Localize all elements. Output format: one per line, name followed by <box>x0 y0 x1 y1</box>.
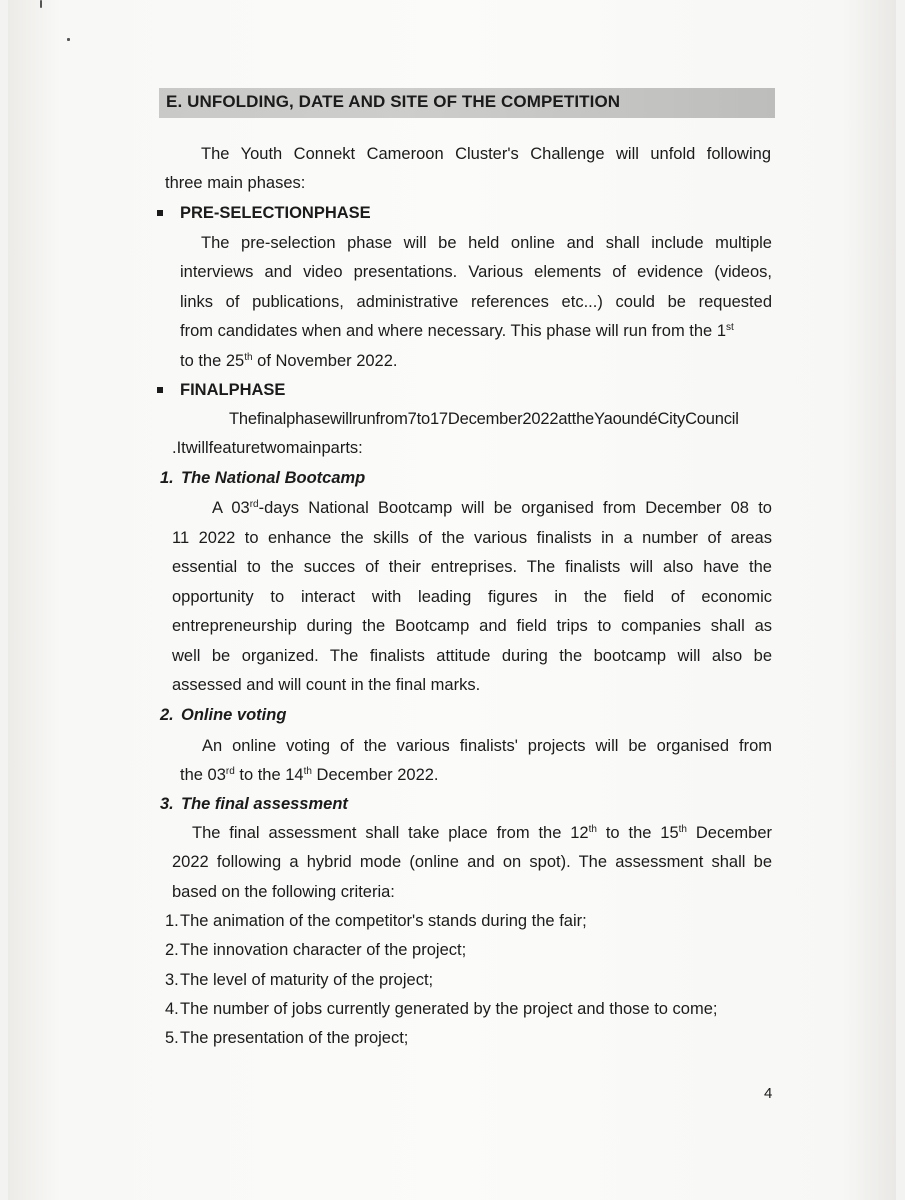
page-number: 4 <box>764 1085 773 1102</box>
criterion-text: The animation of the competitor's stands during the fair; <box>180 912 587 930</box>
preselection-title: PRE-SELECTIONPHASE <box>180 204 371 222</box>
criterion-number: 1. <box>165 912 179 930</box>
finalphase-line: Thefinalphasewillrunfrom7to17December2022attheYaoundéCityCouncil <box>229 410 739 428</box>
scan-speck <box>40 0 42 8</box>
item-number: 3. <box>160 795 174 813</box>
preselection-line: interviews and video presentations. Various elements of evidence (videos, <box>180 263 772 281</box>
item-number: 2. <box>160 706 174 724</box>
bootcamp-line: essential to the succes of their entreprises. The finalists will also have the <box>172 558 772 576</box>
section-heading: E. UNFOLDING, DATE AND SITE OF THE COMPETITION <box>166 92 621 111</box>
assessment-line: The final assessment shall take place from the 12th to the 15th December <box>192 824 772 842</box>
criterion-number: 3. <box>165 971 179 989</box>
bootcamp-line: A 03rd-days National Bootcamp will be organised from December 08 to <box>212 499 772 517</box>
criterion-text: The presentation of the project; <box>180 1029 409 1047</box>
assessment-line: 2022 following a hybrid mode (online and on spot). The assessment shall be <box>172 853 772 871</box>
criterion-text: The number of jobs currently generated by the project and those to come; <box>180 1000 718 1018</box>
preselection-line: links of publications, administrative references etc...) could be requested <box>180 293 772 311</box>
finalphase-line: .Itwillfeaturetwomainparts: <box>172 439 363 457</box>
voting-line: An online voting of the various finalists' projects will be organised from <box>202 737 772 755</box>
criterion-text: The level of maturity of the project; <box>180 971 434 989</box>
voting-line: the 03rd to the 14th December 2022. <box>180 766 439 784</box>
criterion-text: The innovation character of the project; <box>180 941 467 959</box>
scan-speck <box>67 38 70 41</box>
bootcamp-line: assessed and will count in the final marks. <box>172 676 481 694</box>
bootcamp-line: entrepreneurship during the Bootcamp and field trips to companies shall as <box>172 617 772 635</box>
preselection-line: to the 25th of November 2022. <box>180 352 398 370</box>
intro-line: three main phases: <box>165 174 306 192</box>
bootcamp-title: The National Bootcamp <box>181 469 366 487</box>
intro-line: The Youth Connekt Cameroon Cluster's Challenge will unfold following <box>201 145 771 163</box>
bootcamp-line: well be organized. The finalists attitude during the bootcamp will also be <box>172 647 772 665</box>
square-bullet-icon <box>157 210 163 216</box>
square-bullet-icon <box>157 387 163 393</box>
bootcamp-line: opportunity to interact with leading figures in the field of economic <box>172 588 772 606</box>
finalphase-title: FINALPHASE <box>180 381 286 399</box>
voting-title: Online voting <box>181 706 287 724</box>
criterion-number: 4. <box>165 1000 179 1018</box>
criterion-number: 2. <box>165 941 179 959</box>
preselection-line: The pre-selection phase will be held online and shall include multiple <box>201 234 772 252</box>
assessment-title: The final assessment <box>181 795 348 813</box>
preselection-line: from candidates when and where necessary. This phase will run from the 1st <box>180 322 734 340</box>
assessment-line: based on the following criteria: <box>172 883 395 901</box>
criterion-number: 5. <box>165 1029 179 1047</box>
item-number: 1. <box>160 469 174 487</box>
bootcamp-line: 11 2022 to enhance the skills of the various finalists in a number of areas <box>172 529 772 547</box>
